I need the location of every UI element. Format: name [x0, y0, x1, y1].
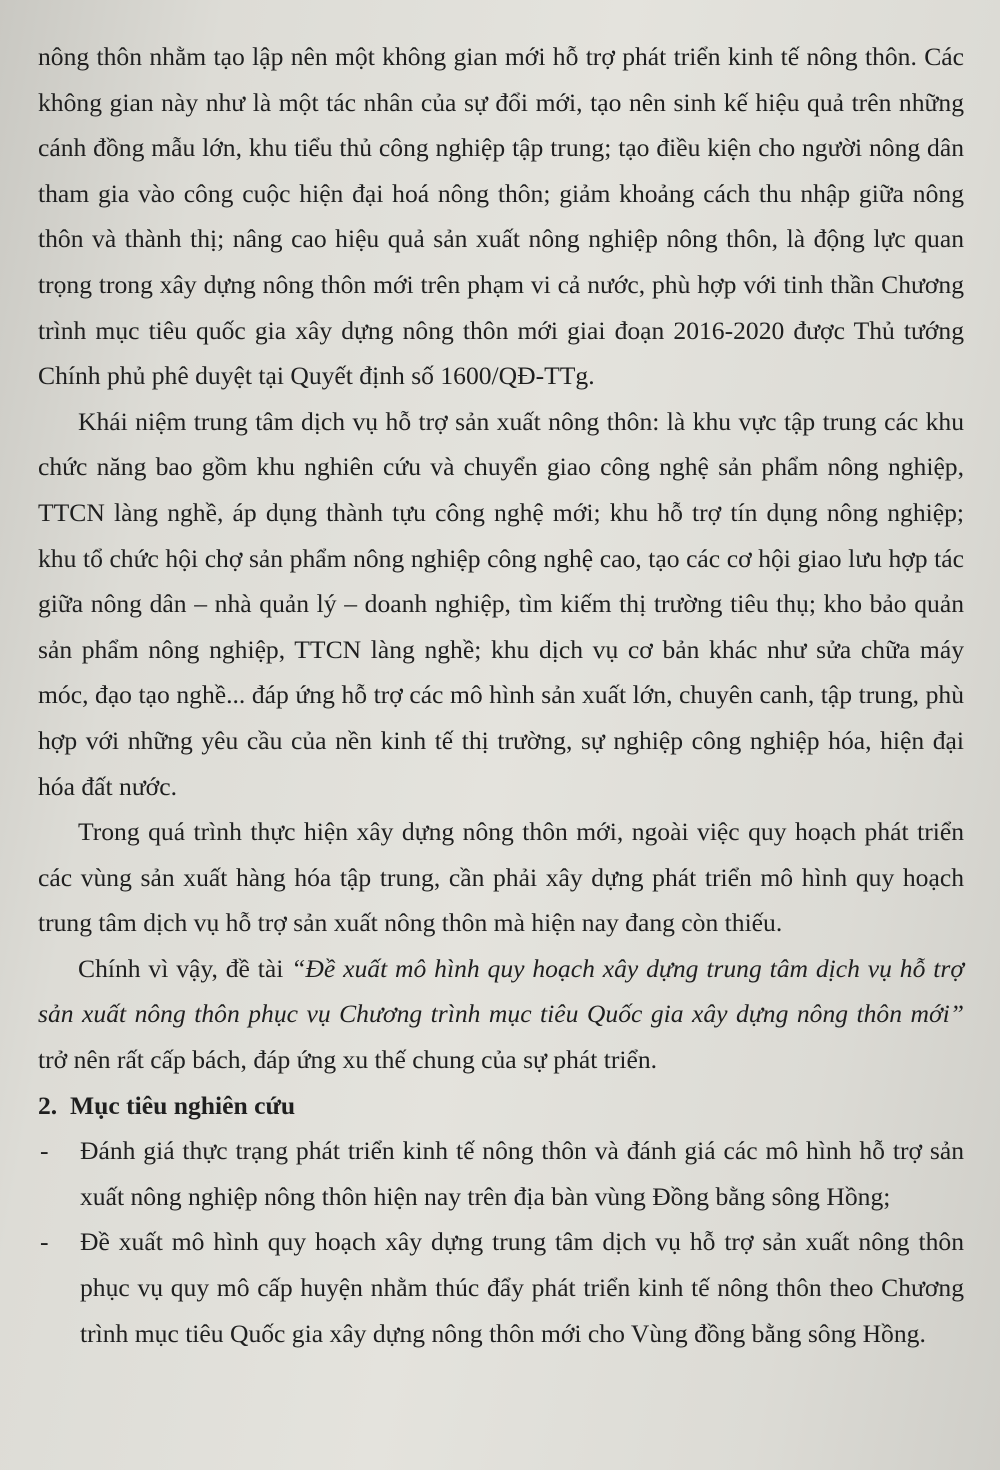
section-heading: [38, 1083, 964, 1129]
topic-lead-text: Chính vì vậy, đề tài: [78, 953, 292, 983]
bullet-dash: -: [40, 1227, 49, 1257]
objective-item: [38, 1128, 964, 1219]
paragraph-continuation: nông thôn nhằm tạo lập nên một không gian mới hỗ trợ phát triển kinh tế nông thôn. Các không gian này như là một tác nhân của sự đổi mới, tạo nên sinh kế hiệu quả trên những cánh đồng mẫu lớn, khu tiểu thủ công nghiệp tập trung; tạo điều kiện cho người nông dân tham gia vào công cuộc hiện đại hoá nông thôn; giảm khoảng cách thu nhập giữa nông thôn và thành thị; nâng cao hiệu quả sản xuất nông nghiệp nông thôn, là động lực quan trọng trong xây dựng nông thôn mới trên phạm vi cả nước, phù hợp với tinh thần Chương trình mục tiêu quốc gia xây dựng nông thôn mới giai đoạn 2016-2020 được Thủ tướng Chính phủ phê duyệt tại Quyết định số 1600/QĐ-TTg.: [38, 42, 964, 391]
paragraph-planning-need: Trong quá trình thực hiện xây dựng nông thôn mới, ngoài việc quy hoạch phát triển các vùng sản xuất hàng hóa tập trung, cần phải xây dựng phát triển mô hình quy hoạch trung tâm dịch vụ hỗ trợ sản xuất nông thôn mà hiện nay đang còn thiếu.: [38, 817, 964, 938]
bullet-dash: -: [40, 1136, 49, 1166]
paragraph-concept-definition: Khái niệm trung tâm dịch vụ hỗ trợ sản xuất nông thôn: là khu vực tập trung các khu chức năng bao gồm khu nghiên cứu và chuyển giao công nghệ sản phẩm nông nghiệp, TTCN làng nghề, áp dụng thành tựu công nghệ mới; khu hỗ trợ tín dụng nông nghiệp; khu tổ chức hội chợ sản phẩm nông nghiệp công nghệ cao, tạo các cơ hội giao lưu hợp tác giữa nông dân – nhà quản lý – doanh nghiệp, tìm kiếm thị trường tiêu thụ; kho bảo quản sản phẩm nông nghiệp, TTCN làng nghề; khu dịch vụ cơ bản khác như sửa chữa máy móc, đạo tạo nghề... đáp ứng hỗ trợ các mô hình sản xuất lớn, chuyên canh, tập trung, phù hợp với những yêu cầu của nền kinh tế thị trường, sự nghiệp công nghiệp hóa, hiện đại hóa đất nước.: [38, 406, 964, 801]
section-number: 2.: [38, 1090, 58, 1120]
objective-text: Đánh giá thực trạng phát triển kinh tế nông thôn và đánh giá các mô hình hỗ trợ sản xuất nông nghiệp nông thôn hiện nay trên địa bàn vùng Đồng bằng sông Hồng;: [80, 1136, 964, 1211]
section-title: Mục tiêu nghiên cứu: [70, 1090, 296, 1120]
paragraph-topic-statement: [38, 946, 964, 1083]
topic-tail-text: trở nên rất cấp bách, đáp ứng xu thế chung của sự phát triển.: [38, 1045, 658, 1075]
topic-title-italic: “Đề xuất mô hình quy hoạch xây dựng trung tâm dịch vụ hỗ trợ sản xuất nông thôn phục vụ Chương trình mục tiêu Quốc gia xây dựng nông thôn mới”: [38, 953, 964, 1029]
objective-item: [38, 1219, 964, 1356]
objective-text: Đề xuất mô hình quy hoạch xây dựng trung tâm dịch vụ hỗ trợ sản xuất nông thôn phục vụ quy mô cấp huyện nhằm thúc đẩy phát triển kinh tế nông thôn theo Chương trình mục tiêu Quốc gia xây dựng nông thôn mới cho Vùng đồng bằng sông Hồng.: [80, 1227, 964, 1348]
